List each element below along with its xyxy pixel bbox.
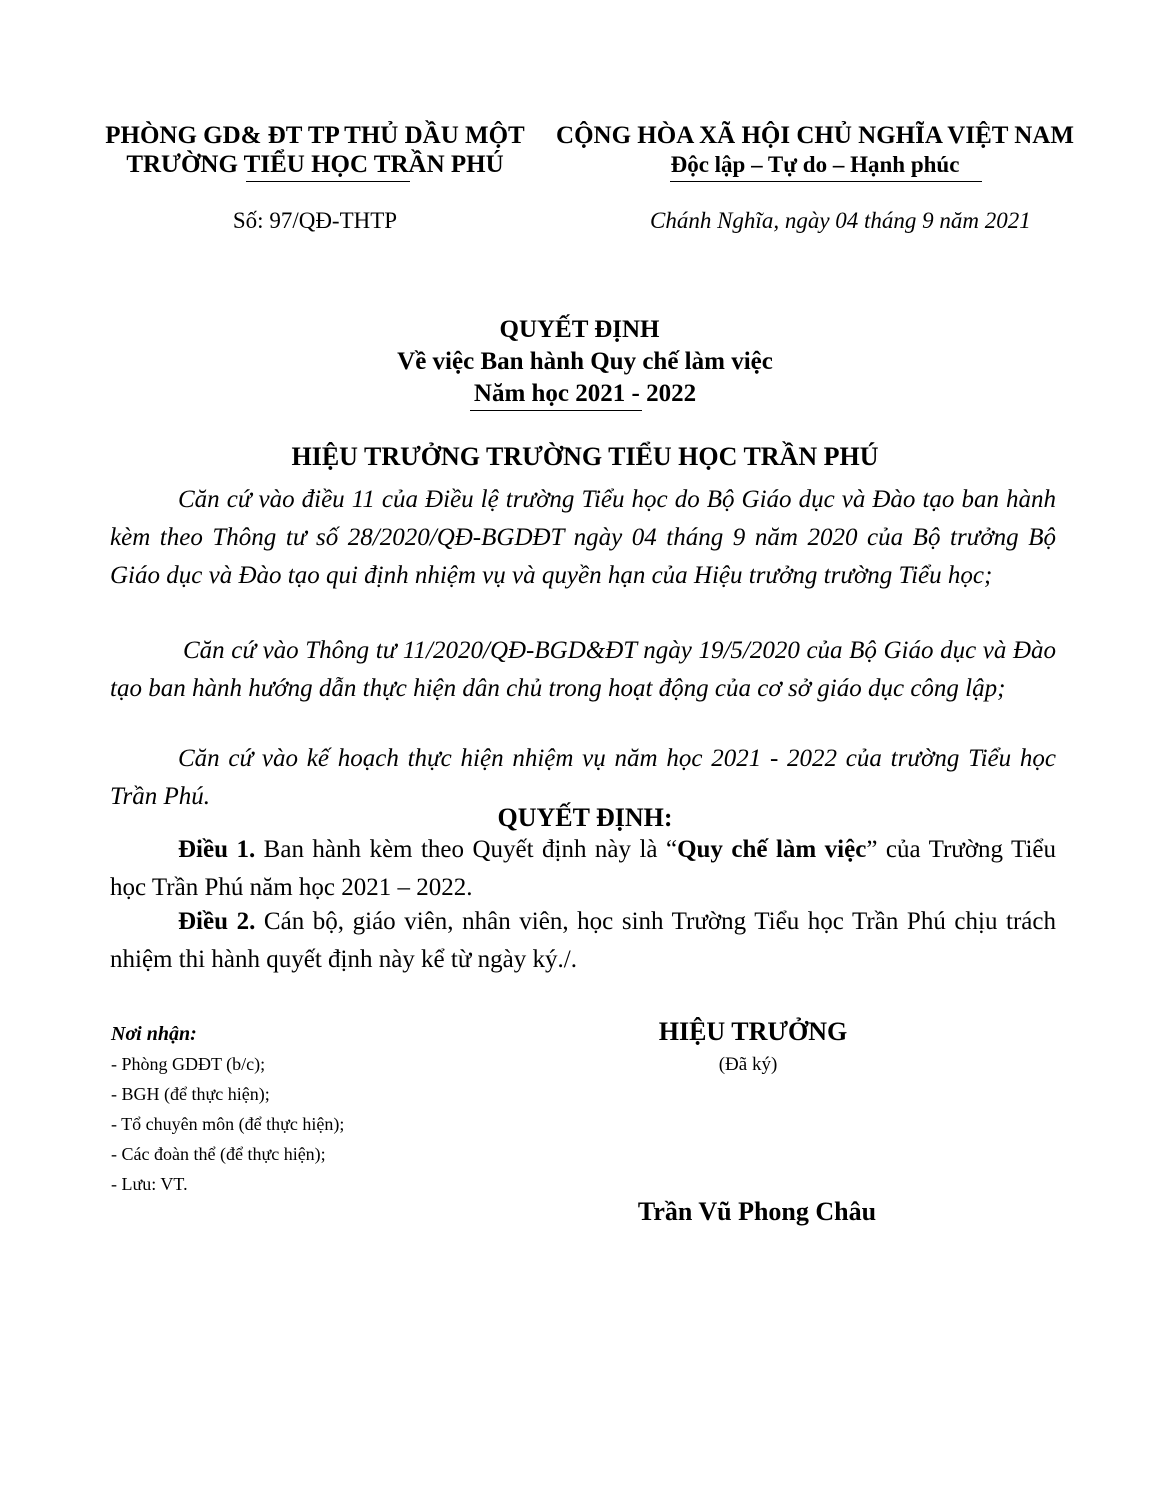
authority-heading: HIỆU TRƯỞNG TRƯỜNG TIỂU HỌC TRẦN PHÚ: [291, 442, 879, 471]
legal-basis-2: Căn cứ vào Thông tư 11/2020/QĐ-BGD&ĐT ngày 19/5/2020 của Bộ Giáo dục và Đào tạo ban hành hướng dẫn thực hiện dân chủ trong hoạt động của cơ sở giáo dục công lập;: [110, 637, 1056, 702]
article-1-text-before: Ban hành kèm theo Quyết định này là “: [255, 836, 678, 863]
recipient-item: - BGH (để thực hiện);: [111, 1084, 270, 1104]
article-1-label: Điều 1.: [178, 836, 256, 863]
recipient-item: - Lưu: VT.: [111, 1174, 188, 1194]
national-motto: Độc lập – Tự do – Hạnh phúc: [670, 152, 960, 177]
school-year: Năm học 2021 - 2022: [473, 380, 697, 407]
document-type-title: QUYẾT ĐỊNH: [499, 316, 660, 343]
article-2-label: Điều 2.: [178, 908, 256, 935]
school-name: TRƯỜNG TIỂU HỌC TRẦN PHÚ: [126, 151, 504, 178]
article-1-emphasis: Quy chế làm việc: [677, 836, 867, 863]
recipient-item: - Phòng GDĐT (b/c);: [111, 1054, 266, 1074]
document-subject: Về việc Ban hành Quy chế làm việc: [397, 348, 773, 375]
national-title: CỘNG HÒA XÃ HỘI CHỦ NGHĨA VIỆT NAM: [556, 122, 1074, 149]
signer-title: HIỆU TRƯỞNG: [658, 1017, 848, 1046]
recipient-item: - Các đoàn thể (để thực hiện);: [111, 1144, 326, 1164]
signer-name: Trần Vũ Phong Châu: [637, 1197, 877, 1226]
issuing-authority: PHÒNG GD& ĐT TP THỦ DẦU MỘT: [105, 122, 525, 149]
recipients-heading: Nơi nhận:: [111, 1023, 197, 1045]
school-year-underline: [470, 410, 642, 411]
recipient-item: - Tổ chuyên môn (để thực hiện);: [111, 1114, 345, 1134]
article-1-text-after: ” của Trường Tiểu học Trần Phú năm học 2021 – 2022.: [110, 836, 1056, 901]
national-motto-underline: [670, 181, 982, 182]
article-2-text: Cán bộ, giáo viên, nhân viên, học sinh Trường Tiểu học Trần Phú chịu trách nhiệm thi hành quyết định này kể từ ngày ký./.: [110, 908, 1057, 973]
document-number: Số: 97/QĐ-THTP: [232, 208, 398, 233]
place-and-date: Chánh Nghĩa, ngày 04 tháng 9 năm 2021: [650, 208, 1031, 233]
decision-heading: QUYẾT ĐỊNH:: [497, 803, 673, 832]
legal-basis-3: Căn cứ vào kế hoạch thực hiện nhiệm vụ năm học 2021 - 2022 của trường Tiểu học Trần Phú.: [110, 745, 1056, 810]
article-2: [110, 903, 1056, 979]
article-1: [110, 831, 1056, 907]
school-name-underline: [246, 181, 410, 182]
legal-basis-1: Căn cứ vào điều 11 của Điều lệ trường Tiểu học do Bộ Giáo dục và Đào tạo ban hành kèm theo Thông tư số 28/2020/QĐ-BGDĐT ngày 04 tháng 9 năm 2020 của Bộ trưởng Bộ Giáo dục và Đào tạo qui định nhiệm vụ và quyền hạn của Hiệu trưởng trường Tiểu học;: [110, 486, 1056, 589]
signature-status: (Đã ký): [718, 1054, 778, 1075]
